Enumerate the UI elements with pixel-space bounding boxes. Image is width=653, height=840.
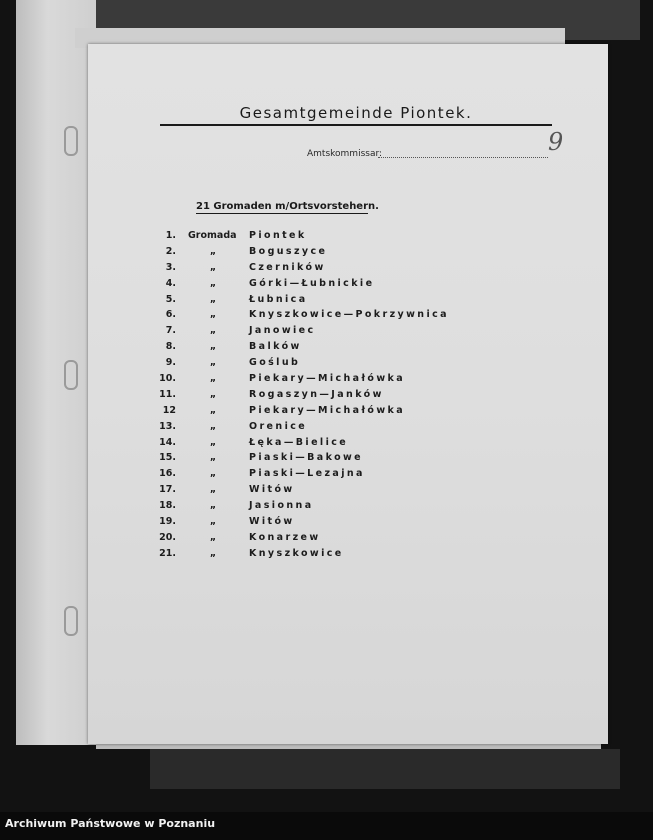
entry-type: „ [209,388,217,400]
entry-number: 13. [159,420,176,432]
entry-type: „ [209,341,217,353]
entry-number: 10. [159,373,176,385]
list-item [150,405,480,421]
entry-type: „ [209,293,217,305]
list-item [150,278,480,294]
list-item [150,262,480,278]
entry-type: „ [209,261,217,273]
page-title: Gesamtgemeinde Piontek. [239,104,473,122]
entry-number: 5. [165,293,176,305]
binder-hole-icon [64,126,78,156]
entry-number: 20. [159,531,176,543]
entry-name: Łęka—Bielice [249,436,349,448]
folder-sheet-left [16,0,96,745]
list-item [150,421,480,437]
entry-name: Łubnica [249,293,308,305]
amtskommissar-label: Amtskommissar: [307,149,383,159]
entry-type: „ [209,452,217,464]
page-shadow [150,749,620,789]
entry-name: Piontek [249,230,307,241]
entry-number: 9. [165,357,176,369]
entry-name: Witów [249,516,295,528]
entry-name: Piekary—Michałówka [249,404,406,416]
title-underline [160,124,552,126]
list-item [150,468,480,484]
binder-hole-icon [64,360,78,390]
entry-name: Knyszkowice [249,547,344,559]
entry-type: „ [209,484,217,496]
entry-number: 14. [159,436,176,448]
entry-type: „ [209,245,217,257]
list-item [150,532,480,548]
entry-number: 19. [159,516,176,528]
entry-number: 7. [165,325,176,337]
list-item [150,309,480,325]
entry-number: 4. [165,277,176,289]
entry-name: Piaski—Bakowe [249,452,364,464]
entry-type: „ [209,309,217,321]
entry-number: 12 [162,404,176,416]
entry-name: Goślub [249,357,301,369]
list-item [150,437,480,453]
archive-footer: Archiwum Państwowe w Poznaniu [5,817,216,830]
list-item [150,516,480,532]
list-item [150,452,480,468]
entry-type: „ [209,357,217,369]
entry-name: Rogaszyn—Janków [249,388,384,400]
entry-name: Janowiec [249,325,316,337]
entry-type: „ [209,373,217,385]
entry-name: Knyszkowice—Pokrzywnica [249,309,449,321]
entry-type: „ [209,404,217,416]
entry-type: „ [209,468,217,480]
binder-hole-icon [64,606,78,636]
entry-name: Witów [249,484,295,496]
list-item [150,548,480,564]
list-item [150,373,480,389]
entry-name: Piaski—Lezajna [249,468,365,480]
entry-type: „ [209,531,217,543]
entry-type: „ [209,436,217,448]
entry-name: Piekary—Michałówka [249,373,406,385]
list-item [150,484,480,500]
list-item [150,500,480,516]
entry-type: Gromada [188,230,237,241]
list-item [150,341,480,357]
entry-name: Boguszyce [249,245,328,257]
entry-type: „ [209,516,217,528]
entry-number: 15. [159,452,176,464]
list-item [150,246,480,262]
list-item [150,389,480,405]
entry-name: Konarzew [249,531,321,543]
subtitle-underline [196,213,368,214]
list-item [150,294,480,310]
entry-number: 8. [165,341,176,353]
amtskommissar-line [378,157,548,158]
entry-name: Balków [249,341,302,353]
entry-type: „ [209,325,217,337]
entry-number: 6. [165,309,176,321]
entry-number: 1. [165,230,176,241]
entry-number: 2. [165,245,176,257]
list-item [150,325,480,341]
entry-number: 21. [159,547,176,559]
entry-number: 17. [159,484,176,496]
entry-number: 18. [159,500,176,512]
entry-name: Czerników [249,261,326,273]
handwritten-number: 9 [548,128,564,156]
entry-number: 11. [159,388,176,400]
entry-type: „ [209,547,217,559]
entry-type: „ [209,420,217,432]
entry-name: Orenice [249,420,308,432]
entry-number: 16. [159,468,176,480]
entry-type: „ [209,500,217,512]
gromada-list [150,230,480,564]
entry-name: Górki—Łubnickie [249,277,375,289]
entry-type: „ [209,277,217,289]
entry-name: Jasionna [249,500,314,512]
entry-number: 3. [165,261,176,273]
section-subtitle: 21 Gromaden m/Ortsvorstehern. [196,201,379,212]
list-item [150,230,480,246]
list-item [150,357,480,373]
